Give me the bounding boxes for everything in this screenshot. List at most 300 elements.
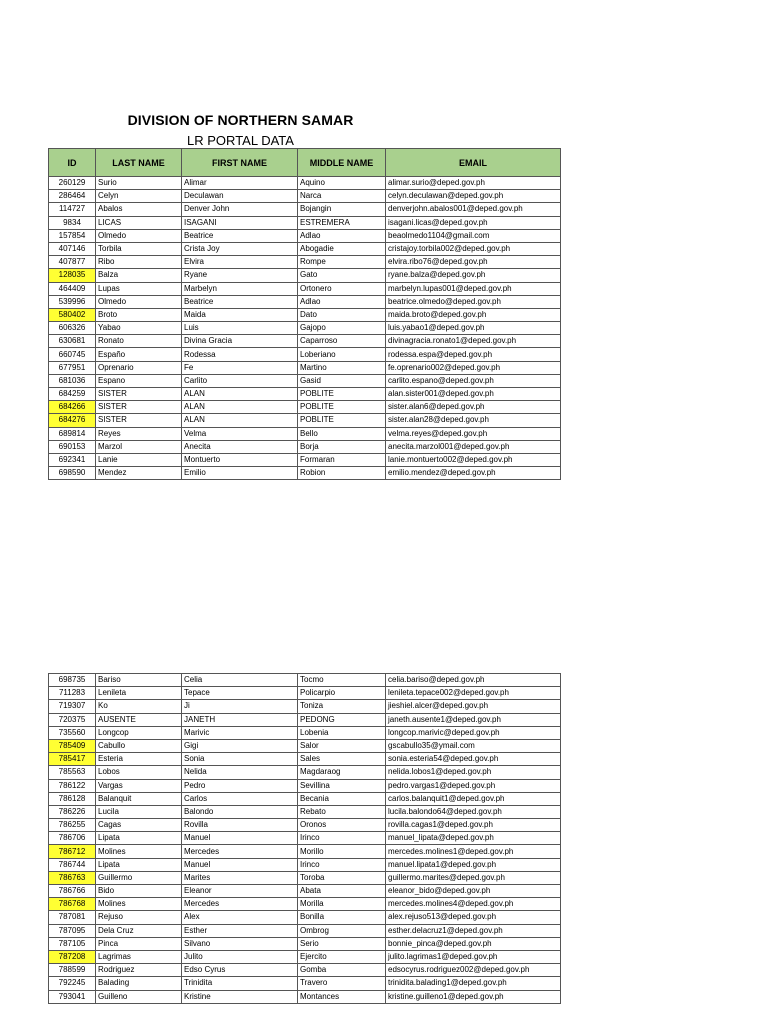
cell-id: 630681 [49, 335, 96, 348]
cell-email: guillermo.marites@deped.gov.ph [386, 871, 561, 884]
cell-last-name: Balza [96, 269, 182, 282]
cell-id: 785417 [49, 753, 96, 766]
cell-last-name: Vargas [96, 779, 182, 792]
cell-first-name: Eleanor [182, 885, 298, 898]
cell-email: luis.yabao1@deped.gov.ph [386, 322, 561, 335]
cell-id: 785563 [49, 766, 96, 779]
table-row [49, 295, 561, 308]
table-row [49, 964, 561, 977]
cell-email: celia.bariso@deped.gov.ph [386, 674, 561, 687]
cell-first-name: Rovilla [182, 819, 298, 832]
cell-email: carlos.balanquit1@deped.gov.ph [386, 792, 561, 805]
table-row [49, 467, 561, 480]
cell-last-name: Lenileta [96, 687, 182, 700]
cell-last-name: AUSENTE [96, 713, 182, 726]
cell-first-name: Fe [182, 361, 298, 374]
cell-email: sister.alan6@deped.gov.ph [386, 401, 561, 414]
cell-middle-name: Toniza [298, 700, 386, 713]
cell-middle-name: Aquino [298, 177, 386, 190]
table-row [49, 388, 561, 401]
table-row [49, 374, 561, 387]
cell-middle-name: Irinco [298, 832, 386, 845]
cell-middle-name: Sevillina [298, 779, 386, 792]
cell-middle-name: Ombrog [298, 924, 386, 937]
table-row [49, 990, 561, 1003]
table-row [49, 269, 561, 282]
cell-first-name: Gigi [182, 739, 298, 752]
cell-first-name: Mercedes [182, 845, 298, 858]
cell-id: 684259 [49, 388, 96, 401]
cell-last-name: Cabullo [96, 739, 182, 752]
cell-middle-name: Oronos [298, 819, 386, 832]
cell-middle-name: Narca [298, 190, 386, 203]
table-row [49, 348, 561, 361]
cell-id: 684266 [49, 401, 96, 414]
table-row [49, 924, 561, 937]
cell-middle-name: Gajopo [298, 322, 386, 335]
cell-first-name: Alex [182, 911, 298, 924]
cell-last-name: SISTER [96, 401, 182, 414]
table-row [49, 177, 561, 190]
cell-email: alan.sister001@deped.gov.ph [386, 388, 561, 401]
cell-first-name: Ryane [182, 269, 298, 282]
cell-middle-name: Policarpio [298, 687, 386, 700]
table-row [49, 322, 561, 335]
cell-email: rovilla.cagas1@deped.gov.ph [386, 819, 561, 832]
cell-first-name: Maida [182, 308, 298, 321]
cell-last-name: Ronato [96, 335, 182, 348]
cell-first-name: Marivic [182, 726, 298, 739]
cell-last-name: Abalos [96, 203, 182, 216]
cell-id: 684276 [49, 414, 96, 427]
cell-first-name: Divina Gracia [182, 335, 298, 348]
cell-email: marbelyn.lupas001@deped.gov.ph [386, 282, 561, 295]
cell-first-name: Marbelyn [182, 282, 298, 295]
cell-first-name: Emilio [182, 467, 298, 480]
cell-id: 677951 [49, 361, 96, 374]
cell-email: sonia.esteria54@deped.gov.ph [386, 753, 561, 766]
cell-middle-name: Adlao [298, 229, 386, 242]
cell-last-name: Pinca [96, 937, 182, 950]
cell-last-name: Bariso [96, 674, 182, 687]
cell-id: 787105 [49, 937, 96, 950]
cell-middle-name: Montances [298, 990, 386, 1003]
cell-email: alex.rejuso513@deped.gov.ph [386, 911, 561, 924]
cell-middle-name: POBLITE [298, 414, 386, 427]
cell-email: rodessa.espa@deped.gov.ph [386, 348, 561, 361]
cell-first-name: Rodessa [182, 348, 298, 361]
cell-first-name: Kristine [182, 990, 298, 1003]
cell-last-name: Esteria [96, 753, 182, 766]
cell-last-name: Lupas [96, 282, 182, 295]
table-row [49, 700, 561, 713]
cell-middle-name: Morillo [298, 845, 386, 858]
table-row [49, 911, 561, 924]
table-row [49, 361, 561, 374]
cell-email: manuel.lipata1@deped.gov.ph [386, 858, 561, 871]
cell-middle-name: PEDONG [298, 713, 386, 726]
cell-id: 786122 [49, 779, 96, 792]
cell-first-name: Elvira [182, 256, 298, 269]
cell-id: 786763 [49, 871, 96, 884]
cell-last-name: Lipata [96, 858, 182, 871]
cell-last-name: Lagrimas [96, 950, 182, 963]
cell-last-name: Bido [96, 885, 182, 898]
table-row [49, 937, 561, 950]
cell-first-name: Balondo [182, 805, 298, 818]
table-row [49, 832, 561, 845]
table-row [49, 753, 561, 766]
cell-last-name: SISTER [96, 388, 182, 401]
cell-id: 580402 [49, 308, 96, 321]
cell-middle-name: Becania [298, 792, 386, 805]
table-row [49, 335, 561, 348]
cell-email: divinagracia.ronato1@deped.gov.ph [386, 335, 561, 348]
cell-middle-name: Gomba [298, 964, 386, 977]
cell-last-name: Oprenario [96, 361, 182, 374]
cell-last-name: Torbila [96, 242, 182, 255]
table-row [49, 414, 561, 427]
cell-email: velma.reyes@deped.gov.ph [386, 427, 561, 440]
cell-id: 788599 [49, 964, 96, 977]
table-row [49, 845, 561, 858]
cell-middle-name: Bojangin [298, 203, 386, 216]
cell-email: lanie.montuerto002@deped.gov.ph [386, 453, 561, 466]
cell-middle-name: Ejercito [298, 950, 386, 963]
cell-middle-name: Toroba [298, 871, 386, 884]
cell-first-name: Montuerto [182, 453, 298, 466]
cell-email: edsocyrus.rodriguez002@deped.gov.ph [386, 964, 561, 977]
cell-middle-name: Adlao [298, 295, 386, 308]
cell-id: 786255 [49, 819, 96, 832]
cell-id: 787095 [49, 924, 96, 937]
cell-first-name: Edso Cyrus [182, 964, 298, 977]
cell-first-name: Beatrice [182, 295, 298, 308]
cell-last-name: Cagas [96, 819, 182, 832]
cell-first-name: Celia [182, 674, 298, 687]
cell-first-name: Beatrice [182, 229, 298, 242]
cell-first-name: Alimar [182, 177, 298, 190]
table-row [49, 792, 561, 805]
document-title-text: DIVISION OF NORTHERN SAMAR [127, 112, 354, 128]
cell-middle-name: Bonilla [298, 911, 386, 924]
cell-first-name: Nelida [182, 766, 298, 779]
cell-middle-name: ESTREMERA [298, 216, 386, 229]
cell-id: 606326 [49, 322, 96, 335]
cell-email: beatrice.olmedo@deped.gov.ph [386, 295, 561, 308]
cell-first-name: JANETH [182, 713, 298, 726]
table-row [49, 739, 561, 752]
cell-id: 793041 [49, 990, 96, 1003]
cell-last-name: Olmedo [96, 295, 182, 308]
header-id: ID [49, 149, 96, 177]
table-row [49, 687, 561, 700]
cell-email: isagani.licas@deped.gov.ph [386, 216, 561, 229]
cell-last-name: Molines [96, 898, 182, 911]
cell-first-name: Marites [182, 871, 298, 884]
cell-first-name: Anecita [182, 440, 298, 453]
cell-first-name: Esther [182, 924, 298, 937]
cell-first-name: ALAN [182, 388, 298, 401]
cell-email: longcop.marivic@deped.gov.ph [386, 726, 561, 739]
cell-middle-name: Gato [298, 269, 386, 282]
cell-first-name: Velma [182, 427, 298, 440]
cell-last-name: Lanie [96, 453, 182, 466]
cell-id: 407146 [49, 242, 96, 255]
table-row [49, 216, 561, 229]
table-row [49, 726, 561, 739]
table-row [49, 779, 561, 792]
cell-middle-name: Travero [298, 977, 386, 990]
cell-email: bonnie_pinca@deped.gov.ph [386, 937, 561, 950]
table-row [49, 203, 561, 216]
cell-last-name: Marzol [96, 440, 182, 453]
cell-email: mercedes.molines4@deped.gov.ph [386, 898, 561, 911]
cell-id: 698590 [49, 467, 96, 480]
cell-last-name: Dela Cruz [96, 924, 182, 937]
document-subtitle-text: LR PORTAL DATA [187, 133, 294, 148]
cell-middle-name: Lobenia [298, 726, 386, 739]
table-header-row [49, 149, 561, 177]
cell-last-name: Rodriguez [96, 964, 182, 977]
cell-last-name: LICAS [96, 216, 182, 229]
cell-last-name: Guillermo [96, 871, 182, 884]
cell-email: jieshiel.alcer@deped.gov.ph [386, 700, 561, 713]
cell-last-name: Ribo [96, 256, 182, 269]
cell-first-name: ISAGANI [182, 216, 298, 229]
table-row [49, 401, 561, 414]
table-row [49, 427, 561, 440]
cell-id: 690153 [49, 440, 96, 453]
cell-first-name: Sonia [182, 753, 298, 766]
cell-middle-name: Formaran [298, 453, 386, 466]
header-last-name: LAST NAME [96, 149, 182, 177]
cell-id: 720375 [49, 713, 96, 726]
table-row [49, 256, 561, 269]
cell-first-name: ALAN [182, 414, 298, 427]
table-row [49, 674, 561, 687]
cell-middle-name: Robion [298, 467, 386, 480]
cell-middle-name: Rompe [298, 256, 386, 269]
cell-id: 786128 [49, 792, 96, 805]
cell-id: 786226 [49, 805, 96, 818]
cell-last-name: Reyes [96, 427, 182, 440]
cell-first-name: Trinidita [182, 977, 298, 990]
cell-first-name: Crista Joy [182, 242, 298, 255]
cell-last-name: Espano [96, 374, 182, 387]
cell-email: trinidita.balading1@deped.gov.ph [386, 977, 561, 990]
cell-last-name: Surio [96, 177, 182, 190]
cell-id: 539996 [49, 295, 96, 308]
cell-id: 660745 [49, 348, 96, 361]
cell-middle-name: Morilla [298, 898, 386, 911]
header-email: EMAIL [386, 149, 561, 177]
cell-middle-name: Dato [298, 308, 386, 321]
cell-email: lenileta.tepace002@deped.gov.ph [386, 687, 561, 700]
table-row [49, 977, 561, 990]
cell-email: beaolmedo1104@gmail.com [386, 229, 561, 242]
table-row [49, 885, 561, 898]
cell-email: eleanor_bido@deped.gov.ph [386, 885, 561, 898]
cell-id: 787208 [49, 950, 96, 963]
cell-middle-name: Abata [298, 885, 386, 898]
cell-first-name: Carlito [182, 374, 298, 387]
cell-id: 786744 [49, 858, 96, 871]
cell-id: 786768 [49, 898, 96, 911]
table-row [49, 242, 561, 255]
cell-last-name: SISTER [96, 414, 182, 427]
cell-email: esther.delacruz1@deped.gov.ph [386, 924, 561, 937]
cell-id: 9834 [49, 216, 96, 229]
cell-middle-name: Rebato [298, 805, 386, 818]
table-body-block2 [49, 674, 561, 1004]
cell-last-name: Molines [96, 845, 182, 858]
cell-email: manuel_lipata@deped.gov.ph [386, 832, 561, 845]
cell-id: 786706 [49, 832, 96, 845]
cell-last-name: Mendez [96, 467, 182, 480]
lr-portal-table [48, 148, 561, 480]
table-row [49, 766, 561, 779]
cell-email: fe.oprenario002@deped.gov.ph [386, 361, 561, 374]
cell-middle-name: POBLITE [298, 401, 386, 414]
table-row [49, 308, 561, 321]
cell-id: 689814 [49, 427, 96, 440]
cell-middle-name: Loberiano [298, 348, 386, 361]
cell-last-name: Balanquit [96, 792, 182, 805]
cell-last-name: Yabao [96, 322, 182, 335]
cell-first-name: Ji [182, 700, 298, 713]
cell-middle-name: Serio [298, 937, 386, 950]
cell-email: ryane.balza@deped.gov.ph [386, 269, 561, 282]
cell-email: denverjohn.abalos001@deped.gov.ph [386, 203, 561, 216]
cell-middle-name: Ortonero [298, 282, 386, 295]
cell-first-name: Julito [182, 950, 298, 963]
cell-id: 735560 [49, 726, 96, 739]
cell-id: 464409 [49, 282, 96, 295]
cell-last-name: Lipata [96, 832, 182, 845]
cell-middle-name: Magdaraog [298, 766, 386, 779]
cell-email: anecita.marzol001@deped.gov.ph [386, 440, 561, 453]
cell-email: celyn.deculawan@deped.gov.ph [386, 190, 561, 203]
header-middle-name: MIDDLE NAME [298, 149, 386, 177]
cell-first-name: ALAN [182, 401, 298, 414]
table-row [49, 453, 561, 466]
table-row [49, 898, 561, 911]
cell-email: nelida.lobos1@deped.gov.ph [386, 766, 561, 779]
table-row [49, 805, 561, 818]
cell-email: cristajoy.torbila002@deped.gov.ph [386, 242, 561, 255]
cell-id: 128035 [49, 269, 96, 282]
cell-id: 787081 [49, 911, 96, 924]
document-subtitle [0, 133, 481, 148]
cell-middle-name: Tocmo [298, 674, 386, 687]
cell-id: 786766 [49, 885, 96, 898]
cell-email: janeth.ausente1@deped.gov.ph [386, 713, 561, 726]
table-row [49, 229, 561, 242]
cell-id: 286464 [49, 190, 96, 203]
cell-last-name: Celyn [96, 190, 182, 203]
cell-id: 786712 [49, 845, 96, 858]
table-row [49, 190, 561, 203]
table-row [49, 871, 561, 884]
cell-id: 114727 [49, 203, 96, 216]
cell-email: sister.alan28@deped.gov.ph [386, 414, 561, 427]
cell-id: 692341 [49, 453, 96, 466]
table-row [49, 858, 561, 871]
table-row [49, 950, 561, 963]
cell-first-name: Manuel [182, 832, 298, 845]
cell-first-name: Carlos [182, 792, 298, 805]
table-row [49, 440, 561, 453]
cell-id: 785409 [49, 739, 96, 752]
cell-email: carlito.espano@deped.gov.ph [386, 374, 561, 387]
cell-email: maida.broto@deped.gov.ph [386, 308, 561, 321]
cell-first-name: Deculawan [182, 190, 298, 203]
cell-id: 260129 [49, 177, 96, 190]
cell-last-name: Broto [96, 308, 182, 321]
cell-middle-name: Borja [298, 440, 386, 453]
header-first-name: FIRST NAME [182, 149, 298, 177]
table-row [49, 713, 561, 726]
cell-id: 407877 [49, 256, 96, 269]
cell-last-name: Lucila [96, 805, 182, 818]
cell-id: 698735 [49, 674, 96, 687]
cell-last-name: Olmedo [96, 229, 182, 242]
cell-middle-name: Salor [298, 739, 386, 752]
cell-middle-name: Sales [298, 753, 386, 766]
cell-first-name: Pedro [182, 779, 298, 792]
cell-id: 792245 [49, 977, 96, 990]
table-row [49, 819, 561, 832]
cell-first-name: Silvano [182, 937, 298, 950]
cell-last-name: Guilleno [96, 990, 182, 1003]
cell-id: 681036 [49, 374, 96, 387]
cell-email: emilio.mendez@deped.gov.ph [386, 467, 561, 480]
cell-first-name: Denver John [182, 203, 298, 216]
cell-middle-name: Bello [298, 427, 386, 440]
cell-last-name: Rejuso [96, 911, 182, 924]
cell-email: lucila.balondo64@deped.gov.ph [386, 805, 561, 818]
cell-email: julito.lagrimas1@deped.gov.ph [386, 950, 561, 963]
cell-first-name: Mercedes [182, 898, 298, 911]
cell-middle-name: Irinco [298, 858, 386, 871]
cell-first-name: Luis [182, 322, 298, 335]
cell-email: kristine.guilleno1@deped.gov.ph [386, 990, 561, 1003]
document-title [0, 112, 481, 128]
cell-last-name: Balading [96, 977, 182, 990]
cell-middle-name: Caparroso [298, 335, 386, 348]
cell-email: pedro.vargas1@deped.gov.ph [386, 779, 561, 792]
cell-middle-name: Martino [298, 361, 386, 374]
cell-first-name: Manuel [182, 858, 298, 871]
cell-first-name: Tepace [182, 687, 298, 700]
cell-middle-name: Abogadie [298, 242, 386, 255]
table-body-block1 [49, 177, 561, 480]
cell-id: 711283 [49, 687, 96, 700]
cell-last-name: Ko [96, 700, 182, 713]
cell-last-name: Españo [96, 348, 182, 361]
cell-id: 719307 [49, 700, 96, 713]
cell-middle-name: Gasid [298, 374, 386, 387]
cell-email: alimar.surio@deped.gov.ph [386, 177, 561, 190]
cell-email: mercedes.molines1@deped.gov.ph [386, 845, 561, 858]
cell-email: gscabullo35@ymail.com [386, 739, 561, 752]
cell-last-name: Longcop [96, 726, 182, 739]
table-row [49, 282, 561, 295]
cell-middle-name: POBLITE [298, 388, 386, 401]
cell-id: 157854 [49, 229, 96, 242]
cell-last-name: Lobos [96, 766, 182, 779]
